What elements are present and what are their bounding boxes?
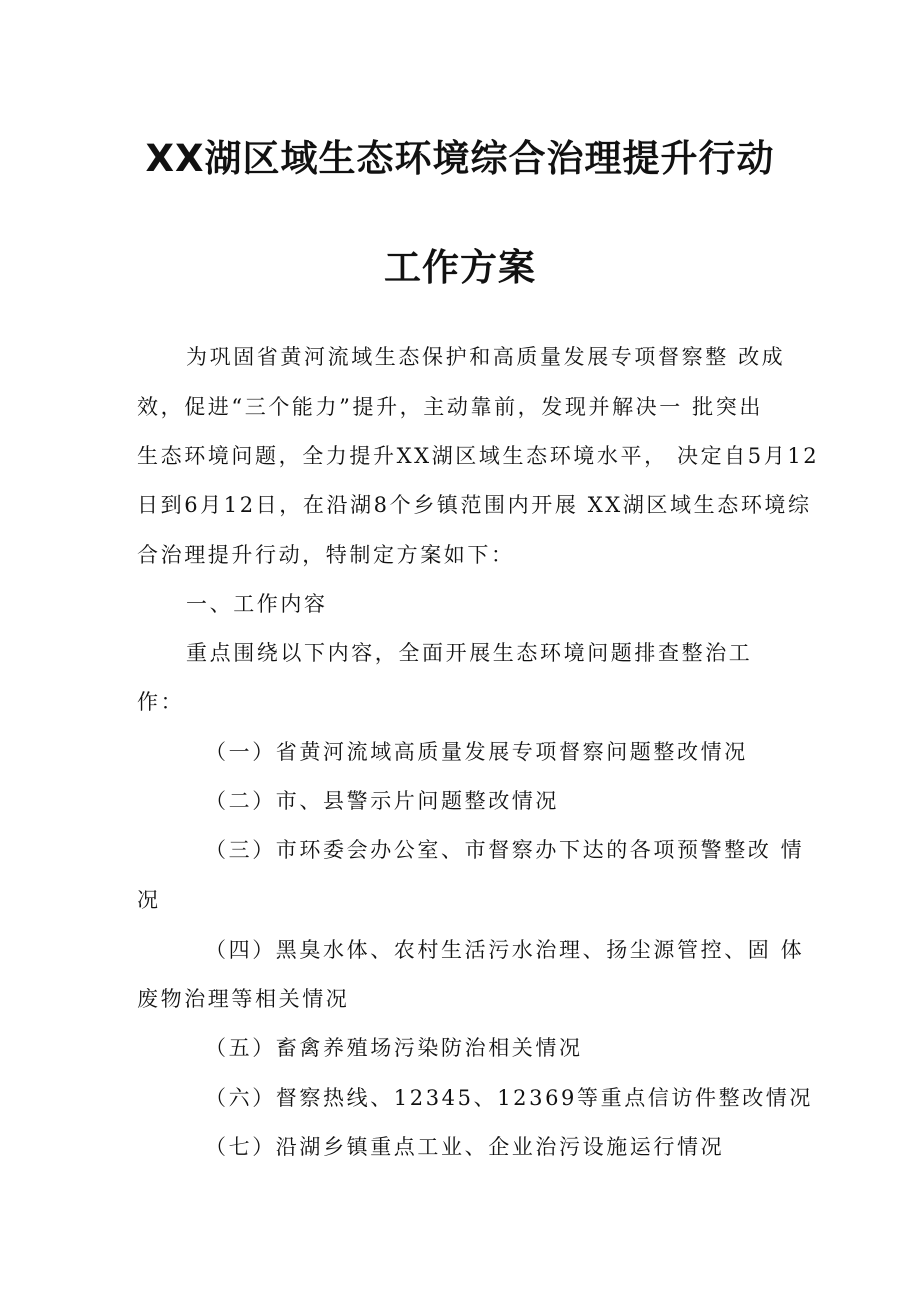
list-item-4-continuation: 废物治理等相关情况	[137, 987, 350, 1011]
list-item-3: （三）市环委会办公室、市督察办下达的各项预警整改 情	[205, 838, 805, 862]
document-title-line-2: 工作方案	[384, 246, 536, 289]
list-item-3-continuation: 况	[137, 888, 161, 912]
list-item-5: （五）畜禽养殖场污染防治相关情况	[205, 1036, 583, 1060]
list-item-2: （二）市、县警示片问题整改情况	[205, 789, 559, 813]
intro-paragraph-line: 效，促进“三个能力”提升，主动靠前，发现并解决一 批突出	[137, 395, 763, 419]
list-item-6: （六）督察热线、12345、12369等重点信访件整改情况	[205, 1086, 814, 1110]
intro-paragraph-line: 合治理提升行动，特制定方案如下：	[137, 543, 515, 567]
list-item-7: （七）沿湖乡镇重点工业、企业治污设施运行情况	[205, 1135, 725, 1159]
intro-paragraph-line: 生态环境问题，全力提升XX湖区域生态环境水平， 决定自5月12	[137, 444, 820, 468]
list-item-4: （四）黑臭水体、农村生活污水治理、扬尘源管控、固 体	[205, 938, 805, 962]
section-lead-line: 作：	[137, 690, 185, 714]
list-item-1: （一）省黄河流域高质量发展专项督察问题整改情况	[205, 740, 748, 764]
document-title-line-1: XX湖区域生态环境综合治理提升行动	[145, 137, 775, 180]
section-lead-line: 重点围绕以下内容，全面开展生态环境问题排查整治工	[186, 641, 753, 665]
section-heading: 一、工作内容	[186, 592, 328, 616]
intro-paragraph-line: 为巩固省黄河流域生态保护和高质量发展专项督察整 改成	[186, 345, 786, 369]
intro-paragraph-line: 日到6月12日，在沿湖8个乡镇范围内开展 XX湖区域生态环境综	[137, 493, 812, 517]
